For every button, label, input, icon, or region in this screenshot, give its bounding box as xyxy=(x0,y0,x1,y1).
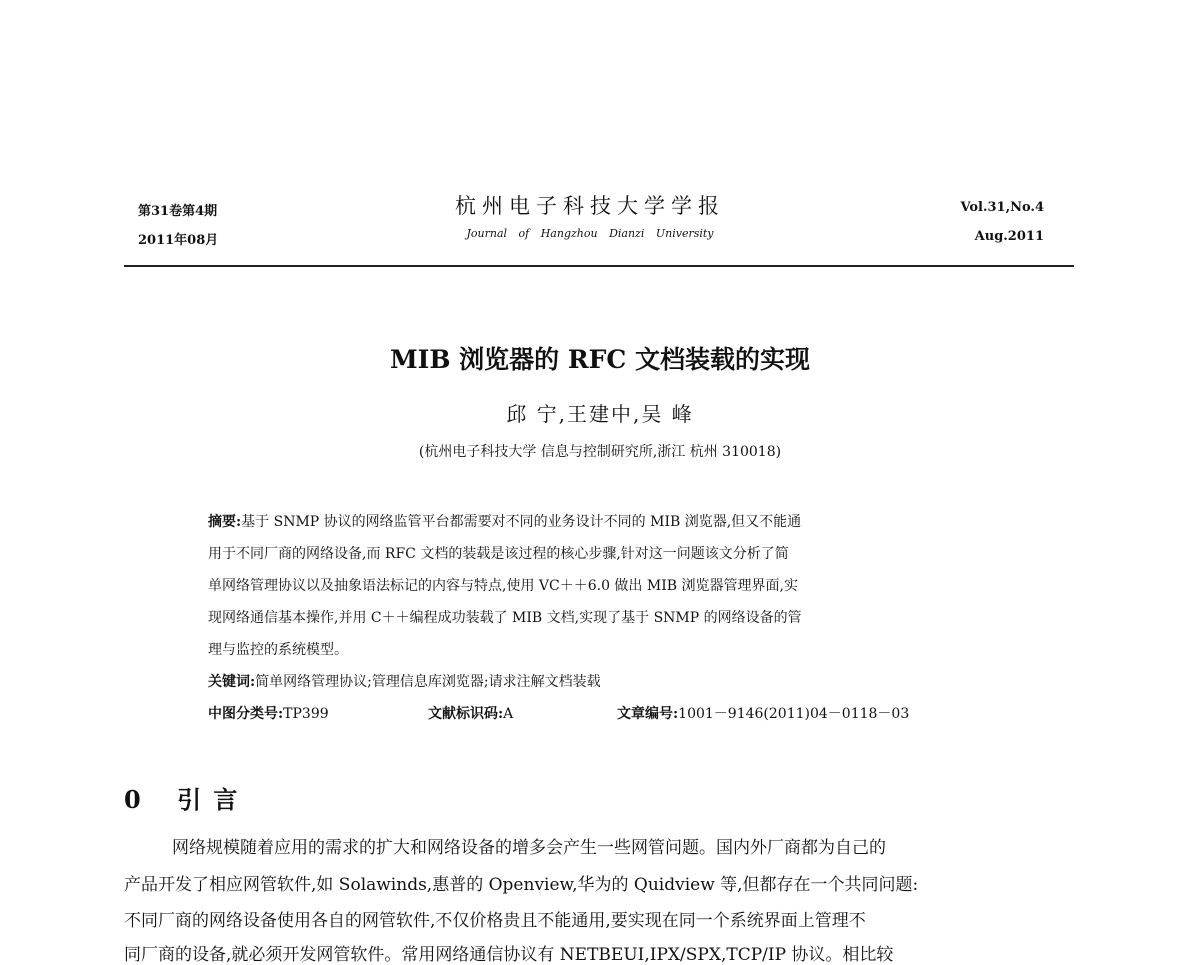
paper-title: MIB 浏览器的 RFC 文档装载的实现 xyxy=(389,345,811,374)
abstract-line: 现网络通信基本操作,并用 C＋＋编程成功装载了 MIB 文档,实现了基于 SNMP 的网络设备的管 xyxy=(208,610,802,626)
section-number: 0 xyxy=(124,785,143,814)
body-line: 网络规模随着应用的需求的扩大和网络设备的增多会产生一些网管问题。国内外厂商都为自己的 xyxy=(172,838,886,858)
abstract-line: 摘要:基于 SNMP 协议的网络监管平台都需要对不同的业务设计不同的 MIB 浏览器,但又不能通 xyxy=(208,514,802,530)
abstract-line: 用于不同厂商的网络设备,而 RFC 文档的装载是该过程的核心步骤,针对这一问题该文分析了简 xyxy=(208,546,789,562)
section-title: 引 言 xyxy=(177,785,240,814)
volume-issue-cn: 第31卷第4期 xyxy=(138,204,218,219)
article-number xyxy=(617,703,909,723)
article-number-label: 文章编号: xyxy=(617,706,679,722)
body-line: 同厂商的设备,就必须开发网管软件。常用网络通信协议有 NETBEUI,IPX/SPX,TCP/IP 协议。相比较 xyxy=(124,945,894,965)
body-line: 不同厂商的网络设备使用各自的网管软件,不仅价格贵且不能通用,要实现在同一个系统界面上管理不 xyxy=(124,911,866,931)
abstract-line: 理与监控的系统模型。 xyxy=(208,642,348,658)
journal-title-en: Journal of Hangzhou Dianzi University xyxy=(466,227,714,240)
article-number-value: 1001－9146(2011)04－0118－03 xyxy=(678,706,910,722)
doc-code-label: 文献标识码: xyxy=(428,706,504,722)
keywords-label: 关键词: xyxy=(208,674,256,690)
keywords-value: 简单网络管理协议;管理信息库浏览器;请求注解文档装载 xyxy=(255,674,601,690)
abstract-line: 单网络管理协议以及抽象语法标记的内容与特点,使用 VC＋＋6.0 做出 MIB 浏览器管理界面,实 xyxy=(208,578,798,594)
keywords-line xyxy=(208,671,978,691)
volume-issue-en: Vol.31,No.4 xyxy=(960,200,1044,215)
clc-label: 中图分类号: xyxy=(208,706,284,722)
doc-code-value: A xyxy=(503,706,514,722)
doc-code xyxy=(428,703,513,723)
body-line: 产品开发了相应网管软件,如 Solawinds,惠普的 Openview,华为的 Quidview 等,但都存在一个共同问题: xyxy=(124,875,919,895)
issue-date-en: Aug.2011 xyxy=(974,229,1044,244)
clc-value: TP399 xyxy=(283,706,329,722)
header-rule xyxy=(124,265,1074,267)
journal-title-cn: 杭州电子科技大学学报 xyxy=(455,194,725,218)
paper-authors: 邱 宁,王建中,吴 峰 xyxy=(506,402,694,426)
issue-date-cn: 2011年08月 xyxy=(138,233,219,248)
abstract-label: 摘要: xyxy=(208,514,242,530)
paper-affiliation: (杭州电子科技大学 信息与控制研究所,浙江 杭州 310018) xyxy=(418,444,782,460)
section-heading xyxy=(124,780,239,815)
